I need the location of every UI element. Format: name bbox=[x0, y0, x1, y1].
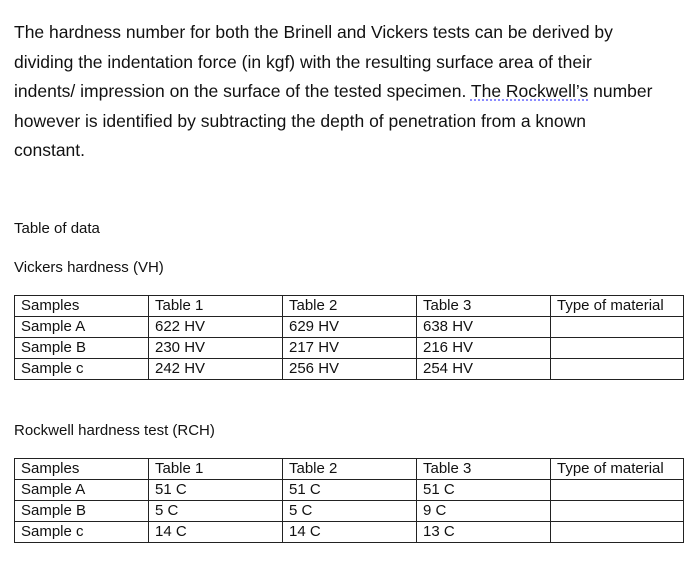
table-cell: 51 C bbox=[417, 480, 551, 501]
vickers-table bbox=[14, 295, 684, 380]
table-row bbox=[15, 501, 684, 522]
header-cell: Table 2 bbox=[283, 296, 417, 317]
table-row bbox=[15, 522, 684, 543]
table-row bbox=[15, 480, 684, 501]
paragraph-text-after: number however is identified by subtracting the depth of penetration from a known constant. bbox=[14, 81, 653, 160]
table-cell: 230 HV bbox=[149, 338, 283, 359]
table-cell bbox=[551, 317, 684, 338]
table-cell bbox=[551, 480, 684, 501]
table-header-row bbox=[15, 296, 684, 317]
header-cell: Table 3 bbox=[417, 459, 551, 480]
header-cell: Samples bbox=[15, 296, 149, 317]
table-header-row bbox=[15, 459, 684, 480]
table-cell: 242 HV bbox=[149, 359, 283, 380]
table-cell: Sample A bbox=[15, 317, 149, 338]
table-cell: 216 HV bbox=[417, 338, 551, 359]
table-cell: 254 HV bbox=[417, 359, 551, 380]
table-cell: 14 C bbox=[283, 522, 417, 543]
vickers-title: Vickers hardness (VH) bbox=[14, 259, 164, 276]
header-cell: Table 2 bbox=[283, 459, 417, 480]
table-cell bbox=[551, 522, 684, 543]
paragraph-text-before: The hardness number for both the Brinell and Vickers tests can be derived by dividing the indentation force (in kgf) with the resulting surface area of their indents/ impression on the surface of the tested specimen. bbox=[14, 22, 613, 101]
table-cell: Sample c bbox=[15, 522, 149, 543]
table-cell: 638 HV bbox=[417, 317, 551, 338]
table-cell: 51 C bbox=[283, 480, 417, 501]
table-cell: Sample A bbox=[15, 480, 149, 501]
header-cell: Type of material bbox=[551, 296, 684, 317]
table-cell: 622 HV bbox=[149, 317, 283, 338]
header-cell: Samples bbox=[15, 459, 149, 480]
header-cell: Table 1 bbox=[149, 459, 283, 480]
table-cell: 5 C bbox=[149, 501, 283, 522]
table-of-data-label: Table of data bbox=[14, 220, 100, 237]
table-cell: 13 C bbox=[417, 522, 551, 543]
table-row bbox=[15, 317, 684, 338]
intro-paragraph bbox=[14, 18, 654, 166]
table-cell bbox=[551, 359, 684, 380]
table-cell: 14 C bbox=[149, 522, 283, 543]
table-row bbox=[15, 338, 684, 359]
table-cell: 51 C bbox=[149, 480, 283, 501]
table-cell: 217 HV bbox=[283, 338, 417, 359]
spellcheck-flagged-text: The Rockwell’s bbox=[470, 81, 589, 101]
table-cell: Sample B bbox=[15, 338, 149, 359]
header-cell: Table 1 bbox=[149, 296, 283, 317]
rockwell-table bbox=[14, 458, 684, 543]
table-cell: 9 C bbox=[417, 501, 551, 522]
header-cell: Table 3 bbox=[417, 296, 551, 317]
table-cell: 256 HV bbox=[283, 359, 417, 380]
table-cell: 629 HV bbox=[283, 317, 417, 338]
table-row bbox=[15, 359, 684, 380]
table-cell bbox=[551, 338, 684, 359]
header-cell: Type of material bbox=[551, 459, 684, 480]
table-cell bbox=[551, 501, 684, 522]
rockwell-title: Rockwell hardness test (RCH) bbox=[14, 422, 215, 439]
table-cell: Sample B bbox=[15, 501, 149, 522]
table-cell: Sample c bbox=[15, 359, 149, 380]
table-cell: 5 C bbox=[283, 501, 417, 522]
